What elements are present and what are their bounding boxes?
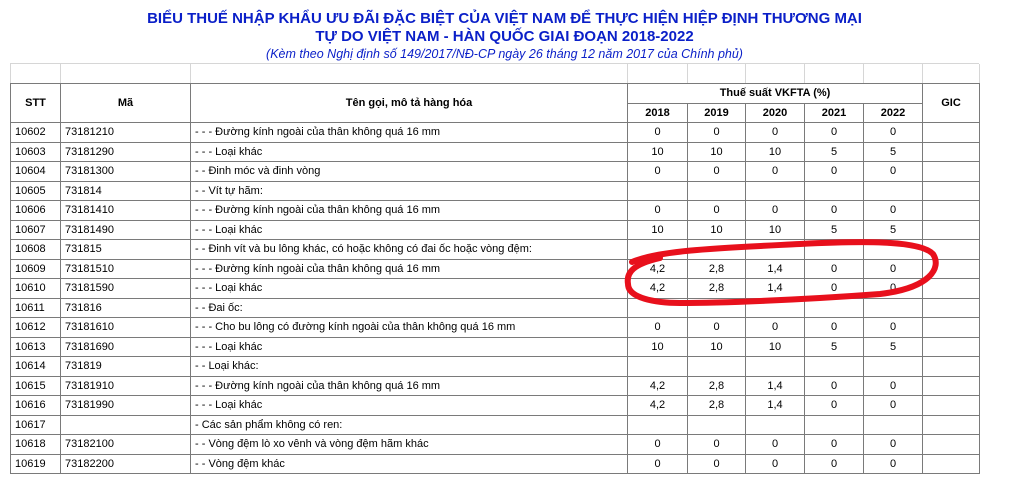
cell-stt: 10612 xyxy=(11,318,61,338)
cell-ten: - - Vít tự hãm: xyxy=(191,181,628,201)
cell-ma: 73182100 xyxy=(61,435,191,455)
header-year: 2022 xyxy=(864,103,923,123)
cell-rate-2022 xyxy=(864,240,923,260)
cell-rate-2018 xyxy=(628,357,688,377)
cell-rate-2022: 5 xyxy=(864,142,923,162)
cell-ma: 73181690 xyxy=(61,337,191,357)
cell-ten: - - Đinh móc và đinh vòng xyxy=(191,162,628,182)
table-row xyxy=(11,318,980,338)
cell-rate-2020: 10 xyxy=(746,142,805,162)
table-row xyxy=(11,259,980,279)
cell-stt: 10603 xyxy=(11,142,61,162)
cell-rate-2022: 0 xyxy=(864,318,923,338)
cell-gic xyxy=(923,357,980,377)
cell-rate-2018: 10 xyxy=(628,220,688,240)
cell-rate-2018: 4,2 xyxy=(628,396,688,416)
cell-rate-2021 xyxy=(805,357,864,377)
cell-rate-2020: 1,4 xyxy=(746,279,805,299)
cell-gic xyxy=(923,259,980,279)
doc-subtitle: (Kèm theo Nghị định số 149/2017/NĐ-CP ngày 26 tháng 12 năm 2017 của Chính phủ) xyxy=(266,47,743,61)
cell-rate-2018 xyxy=(628,298,688,318)
cell-stt: 10605 xyxy=(11,181,61,201)
cell-stt: 10616 xyxy=(11,396,61,416)
cell-rate-2018 xyxy=(628,181,688,201)
cell-gic xyxy=(923,396,980,416)
cell-stt: 10602 xyxy=(11,123,61,143)
cell-rate-2018: 4,2 xyxy=(628,376,688,396)
cell-rate-2020: 1,4 xyxy=(746,376,805,396)
cell-ma: 73181590 xyxy=(61,279,191,299)
cell-rate-2019: 10 xyxy=(688,220,746,240)
cell-ma: 731816 xyxy=(61,298,191,318)
cell-ten: - - Đinh vít và bu lông khác, có hoặc không có đai ốc hoặc vòng đệm: xyxy=(191,240,628,260)
cell-ma: 73181410 xyxy=(61,201,191,221)
cell-rate-2020 xyxy=(746,181,805,201)
cell-rate-2021 xyxy=(805,181,864,201)
cell-rate-2020: 1,4 xyxy=(746,396,805,416)
cell-ten: - - - Cho bu lông có đường kính ngoài của thân không quá 16 mm xyxy=(191,318,628,338)
cell-rate-2022: 0 xyxy=(864,123,923,143)
cell-gic xyxy=(923,454,980,474)
cell-stt: 10607 xyxy=(11,220,61,240)
cell-rate-2021: 5 xyxy=(805,337,864,357)
cell-rate-2019: 2,8 xyxy=(688,396,746,416)
cell-rate-2020 xyxy=(746,298,805,318)
cell-rate-2021 xyxy=(805,298,864,318)
cell-rate-2020 xyxy=(746,357,805,377)
cell-gic xyxy=(923,142,980,162)
cell-rate-2022: 0 xyxy=(864,435,923,455)
cell-gic xyxy=(923,201,980,221)
cell-ten: - - Vòng đệm lò xo vênh và vòng đệm hãm khác xyxy=(191,435,628,455)
cell-ten: - - - Loại khác xyxy=(191,220,628,240)
cell-rate-2022: 5 xyxy=(864,337,923,357)
cell-rate-2019 xyxy=(688,357,746,377)
cell-gic xyxy=(923,318,980,338)
cell-rate-2018: 10 xyxy=(628,337,688,357)
cell-ten: - - - Loại khác xyxy=(191,279,628,299)
cell-ma: 73181510 xyxy=(61,259,191,279)
cell-rate-2020: 10 xyxy=(746,337,805,357)
cell-ma: 73181290 xyxy=(61,142,191,162)
cell-rate-2019 xyxy=(688,240,746,260)
cell-stt: 10618 xyxy=(11,435,61,455)
cell-stt: 10619 xyxy=(11,454,61,474)
cell-ma: 73181610 xyxy=(61,318,191,338)
cell-rate-2022: 0 xyxy=(864,201,923,221)
cell-rate-2020: 0 xyxy=(746,162,805,182)
cell-rate-2018 xyxy=(628,415,688,435)
cell-rate-2019: 0 xyxy=(688,201,746,221)
cell-rate-2022 xyxy=(864,181,923,201)
cell-rate-2020: 0 xyxy=(746,435,805,455)
cell-rate-2018: 0 xyxy=(628,454,688,474)
table-row xyxy=(11,201,980,221)
cell-rate-2022: 0 xyxy=(864,162,923,182)
cell-ten: - - Vòng đệm khác xyxy=(191,454,628,474)
cell-stt: 10604 xyxy=(11,162,61,182)
table-row xyxy=(11,279,980,299)
doc-title-line1: BIỂU THUẾ NHẬP KHẨU ƯU ĐÃI ĐẶC BIỆT CỦA VIỆT NAM ĐỂ THỰC HIỆN HIỆP ĐỊNH THƯƠNG MẠI xyxy=(147,10,862,27)
cell-ma: 73182200 xyxy=(61,454,191,474)
cell-rate-2020 xyxy=(746,240,805,260)
cell-ten: - - - Đường kính ngoài của thân không quá 16 mm xyxy=(191,123,628,143)
table-row xyxy=(11,357,980,377)
cell-gic xyxy=(923,181,980,201)
cell-ten: - - - Loại khác xyxy=(191,142,628,162)
cell-ma xyxy=(61,415,191,435)
cell-gic xyxy=(923,415,980,435)
cell-ma: 73181210 xyxy=(61,123,191,143)
cell-rate-2021: 0 xyxy=(805,259,864,279)
cell-rate-2018: 4,2 xyxy=(628,279,688,299)
cell-rate-2022 xyxy=(864,357,923,377)
table-row xyxy=(11,415,980,435)
cell-rate-2021: 0 xyxy=(805,123,864,143)
cell-rate-2020: 0 xyxy=(746,123,805,143)
cell-rate-2021: 0 xyxy=(805,454,864,474)
table-row xyxy=(11,220,980,240)
cell-ma: 73181300 xyxy=(61,162,191,182)
cell-rate-2021 xyxy=(805,240,864,260)
cell-rate-2019 xyxy=(688,298,746,318)
table-body xyxy=(11,123,980,474)
cell-rate-2019: 0 xyxy=(688,123,746,143)
tariff-table xyxy=(10,83,980,474)
cell-rate-2019 xyxy=(688,181,746,201)
cell-rate-2019: 0 xyxy=(688,162,746,182)
cell-rate-2020 xyxy=(746,415,805,435)
table-row xyxy=(11,142,980,162)
cell-rate-2022 xyxy=(864,298,923,318)
cell-rate-2018: 10 xyxy=(628,142,688,162)
cell-gic xyxy=(923,162,980,182)
cell-stt: 10609 xyxy=(11,259,61,279)
cell-gic xyxy=(923,220,980,240)
cell-ma: 73181490 xyxy=(61,220,191,240)
cell-rate-2020: 10 xyxy=(746,220,805,240)
table-row xyxy=(11,337,980,357)
cell-rate-2022: 0 xyxy=(864,259,923,279)
cell-ten: - - - Loại khác xyxy=(191,396,628,416)
cell-rate-2019: 10 xyxy=(688,142,746,162)
cell-rate-2022: 0 xyxy=(864,279,923,299)
table-row xyxy=(11,376,980,396)
doc-title-line2: TỰ DO VIỆT NAM - HÀN QUỐC GIAI ĐOẠN 2018-2022 xyxy=(315,28,694,45)
cell-rate-2021: 0 xyxy=(805,435,864,455)
cell-rate-2022: 0 xyxy=(864,454,923,474)
header-gic: GIC xyxy=(923,84,980,123)
cell-rate-2020: 0 xyxy=(746,318,805,338)
cell-ma: 731814 xyxy=(61,181,191,201)
cell-rate-2021: 0 xyxy=(805,279,864,299)
cell-rate-2021: 5 xyxy=(805,220,864,240)
cell-ten: - - Đai ốc: xyxy=(191,298,628,318)
cell-ma: 73181990 xyxy=(61,396,191,416)
cell-rate-2018: 0 xyxy=(628,162,688,182)
cell-ten: - - - Đường kính ngoài của thân không quá 16 mm xyxy=(191,259,628,279)
cell-rate-2018: 0 xyxy=(628,318,688,338)
table-row xyxy=(11,396,980,416)
cell-rate-2019: 2,8 xyxy=(688,259,746,279)
cell-rate-2019: 2,8 xyxy=(688,279,746,299)
cell-rate-2021: 5 xyxy=(805,142,864,162)
header-stt: STT xyxy=(11,84,61,123)
cell-gic xyxy=(923,337,980,357)
cell-rate-2019: 0 xyxy=(688,454,746,474)
cell-rate-2021 xyxy=(805,415,864,435)
table-row xyxy=(11,181,980,201)
table-row xyxy=(11,454,980,474)
cell-rate-2022: 0 xyxy=(864,396,923,416)
cell-stt: 10606 xyxy=(11,201,61,221)
header-ten: Tên gọi, mô tả hàng hóa xyxy=(191,84,628,123)
cell-stt: 10617 xyxy=(11,415,61,435)
cell-ma: 731819 xyxy=(61,357,191,377)
cell-stt: 10614 xyxy=(11,357,61,377)
table-row xyxy=(11,298,980,318)
cell-rate-2019: 2,8 xyxy=(688,376,746,396)
cell-stt: 10615 xyxy=(11,376,61,396)
cell-stt: 10613 xyxy=(11,337,61,357)
cell-rate-2021: 0 xyxy=(805,201,864,221)
cell-rate-2019: 0 xyxy=(688,435,746,455)
header-thue-suat: Thuế suất VKFTA (%) xyxy=(628,84,923,104)
cell-ten: - - - Đường kính ngoài của thân không quá 16 mm xyxy=(191,376,628,396)
cell-rate-2022 xyxy=(864,415,923,435)
cell-rate-2022: 0 xyxy=(864,376,923,396)
cell-gic xyxy=(923,240,980,260)
header-year: 2020 xyxy=(746,103,805,123)
cell-rate-2018 xyxy=(628,240,688,260)
cell-ten: - - Loại khác: xyxy=(191,357,628,377)
cell-rate-2021: 0 xyxy=(805,162,864,182)
cell-gic xyxy=(923,123,980,143)
cell-rate-2019: 10 xyxy=(688,337,746,357)
cell-stt: 10608 xyxy=(11,240,61,260)
cell-rate-2020: 0 xyxy=(746,201,805,221)
table-row xyxy=(11,240,980,260)
cell-rate-2019 xyxy=(688,415,746,435)
cell-rate-2018: 0 xyxy=(628,123,688,143)
cell-rate-2020: 0 xyxy=(746,454,805,474)
cell-ma: 73181910 xyxy=(61,376,191,396)
cell-rate-2021: 0 xyxy=(805,376,864,396)
cell-ten: - Các sản phẩm không có ren: xyxy=(191,415,628,435)
table-row xyxy=(11,162,980,182)
cell-stt: 10611 xyxy=(11,298,61,318)
spreadsheet-empty-row xyxy=(10,63,979,85)
cell-gic xyxy=(923,435,980,455)
cell-rate-2020: 1,4 xyxy=(746,259,805,279)
cell-rate-2021: 0 xyxy=(805,318,864,338)
cell-gic xyxy=(923,376,980,396)
cell-gic xyxy=(923,279,980,299)
cell-rate-2021: 0 xyxy=(805,396,864,416)
header-year: 2018 xyxy=(628,103,688,123)
cell-rate-2022: 5 xyxy=(864,220,923,240)
cell-rate-2018: 0 xyxy=(628,201,688,221)
table-row xyxy=(11,435,980,455)
cell-stt: 10610 xyxy=(11,279,61,299)
header-ma: Mã xyxy=(61,84,191,123)
cell-rate-2019: 0 xyxy=(688,318,746,338)
cell-gic xyxy=(923,298,980,318)
cell-rate-2018: 0 xyxy=(628,435,688,455)
cell-ten: - - - Đường kính ngoài của thân không quá 16 mm xyxy=(191,201,628,221)
cell-rate-2018: 4,2 xyxy=(628,259,688,279)
header-year: 2019 xyxy=(688,103,746,123)
header-year: 2021 xyxy=(805,103,864,123)
table-row xyxy=(11,123,980,143)
cell-ten: - - - Loại khác xyxy=(191,337,628,357)
cell-ma: 731815 xyxy=(61,240,191,260)
